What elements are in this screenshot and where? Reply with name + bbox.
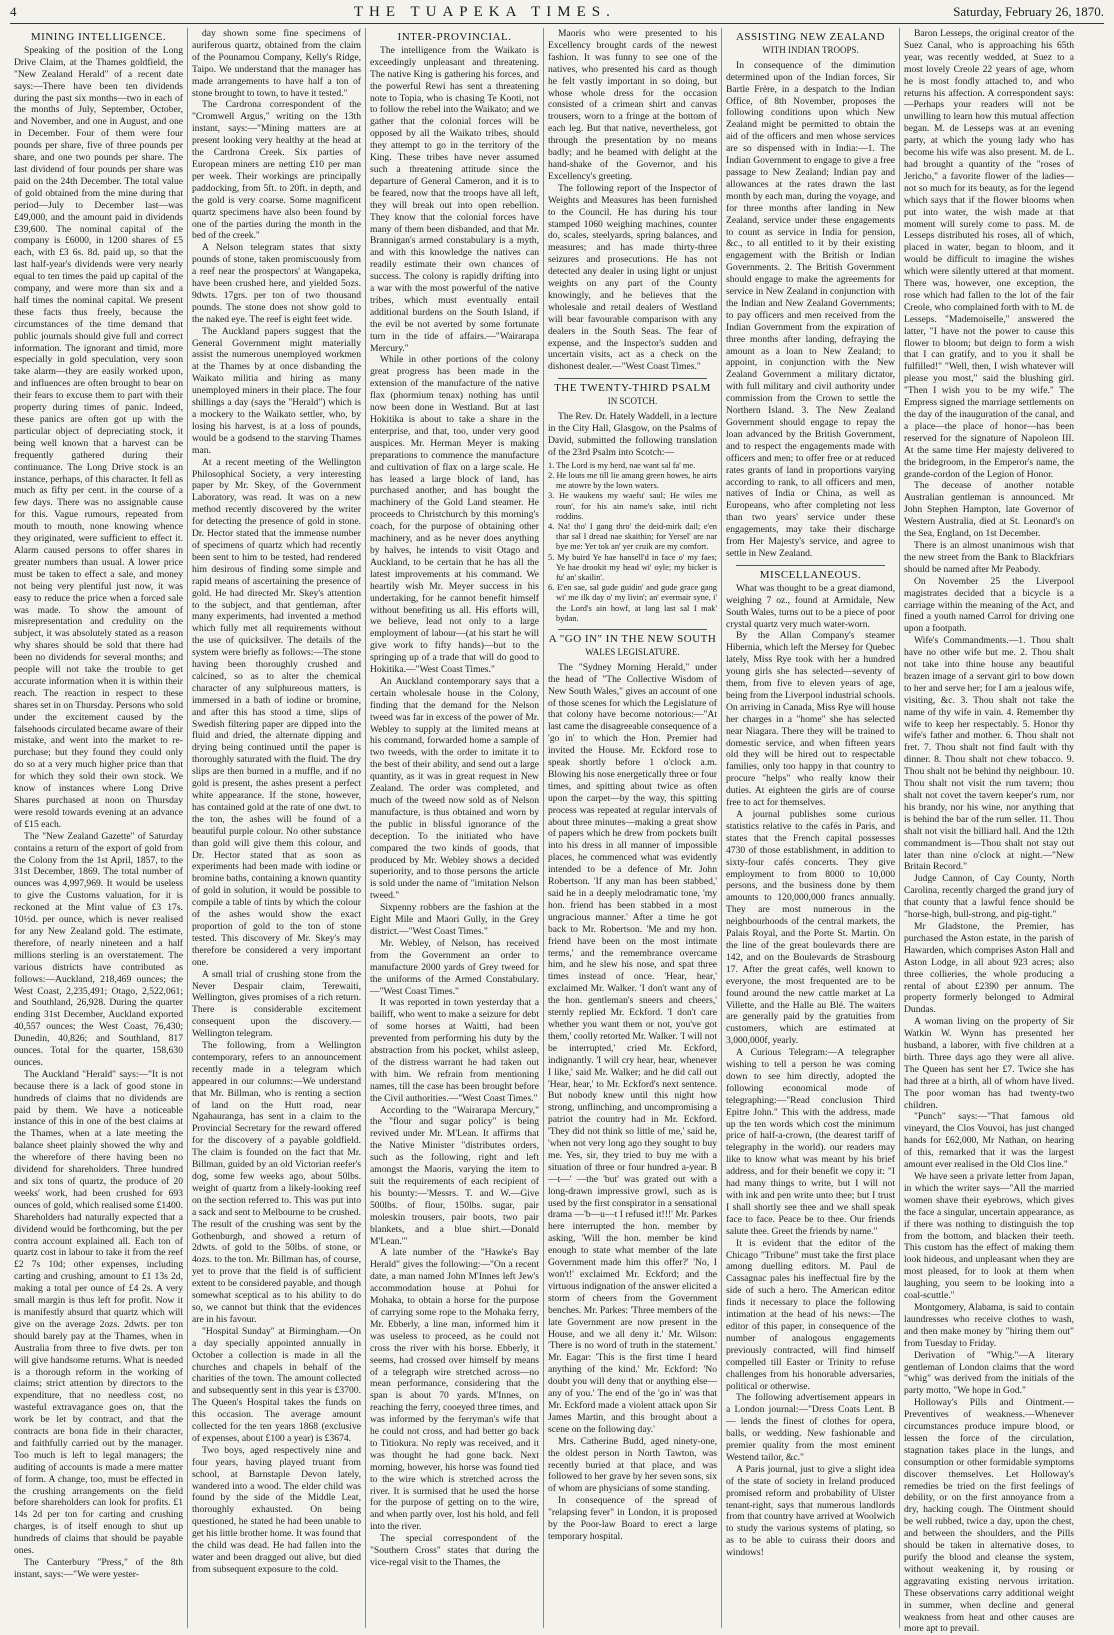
article-paragraph: At a recent meeting of the Wellington Philosophical Society, a very interesting paper by Mr. Skey, of the Government Laboratory, was read. It was on a new method recently discovered by the writer for detecting the presence of gold in stone. Dr. Hector stated that the immense number of specimens of quartz which had recently been sent to him to be tested, had rendered him desirous of finding some simple and rapid means of ascertaining the presence of gold. He had directed Mr. Skey's attention to the subject, and that gentleman, after many experiments, had invented a method which fully met all requirements without the use of quicksilver. The details of the system were briefly as follows:—The stone having been thoroughly crushed and calcined, so as to alter the chemical character of any sulphureous matters, is immersed in a bath of iodine or bromine, and after this has stood a time, slips of Swedish filtering paper are dipped into the fluid and dried, the alternate dipping and drying being continued until the paper is thoroughly saturated with the fluid. The dry slips are then burned in a muffle, and if no gold is present, the ashes present a perfect white appearance. If the stone, however, has contained gold at the rate of one dwt. to the ton, the ashes will be found of a beautiful purple colour. No other substance than gold will give them this colour, and Dr. Hector stated that as soon as experiments had been made with iodine or bromine baths, containing a known quantity of gold in solution, it would be possible to compile a table of tints by which the colour of the ashes would show the exact proportion of gold to the ton of stone tested. This discovery of Mr. Skey's may therefore be considered a very important one. [192, 456, 361, 968]
article-paragraph: It was reported in town yesterday that a bailiff, who went to make a seizure for debt of some horses at Waitti, had been prevented from performing his duty by the abstraction from his pocket, whilst asleep, of the distress warrant he had taken out with him. We refrain from mentioning names, till the case has been brought before the Civil authorities.—"West Coast Times." [370, 997, 539, 1104]
article-paragraph: The intelligence from the Waikato is exceedingly unpleasant and threatening. The native King is gathering his forces, and the powerful Rewi has sent a threatening note to Topia, who is chasing Te Kooti, not to follow the rebel into the Waikato; and we gather that the colonial forces will be opposed by all the Waikato tribes, should they attempt to go in the territory of the King. These tribes have never assumed such a threatening attitude since the departure of General Cameron, and it is to be feared, now that the troops have all left, they will break out into open rebellion. They know that the colonial forces have many of them been disbanded, and that Mr. Brannigan's armed constabulary is a myth, and with this knowledge the natives can readily estimate their own chances of success. The colony is rapidly drifting into a war with the most powerful of the native tribes, which must eventually entail additional burdens on the South Island, if the evil be not averted by some fortunate turn in the tide of affairs.—"Wairarapa Mercury." [370, 44, 539, 354]
article-paragraph: The following report of the Inspector of Weights and Measures has been furnished to the Council. He has during his tour stamped 1060 weighing machines, counter do, scales, steelyards, spring balances, and measures; and has made thirty-three seizures and prosecutions. He has not detected any dealer in using light or unjust weights on any part of the County knowingly, and he believes that the wholesale and retail dealers of Westland will bear favourable comparison with any dealers in the South Seas. The fear of expense, and the Inspector's sudden and uncertain visits, act as a check on the dishonest dealer.—"West Coast Times." [548, 182, 717, 373]
article-paragraph: By the Allan Company's steamer Hibernia, which left the Mersey for Quebec lately, Miss Rye took with her a hundred young girls she has selected—seventy of them, from five to eleven years of age, being from the Liverpool industrial schools. On arriving in Canada, Miss Rye will house her charges in a "home" she has selected near Niagara. There they will be trained to domestic service, and when fifteen years old they will be hired out to respectable families, only too happy in that country to procure "helps" who really know their duties. At eighteen the girls are of course free to act for themselves. [726, 630, 895, 809]
article-heading: MINING INTELLIGENCE. [30, 31, 167, 43]
section-divider [558, 378, 707, 379]
article-heading: A "GO IN" IN THE NEW SOUTH [548, 632, 717, 645]
psalm-verse: 3. He waukens my waefu' saul; He wiles me roun', for his ain name's sake, intil richt roddins. [548, 491, 717, 521]
article-paragraph: The "New Zealand Gazette" of Saturday contains a return of the export of gold from the Colony from the 1st April, 1857, to the 31st December, 1869. The total number of ounces was 4,997,969. It would be useless to give the Customs valuation, for it is reckoned at the Mint value of £3 17s. 10½d. per ounce, which is never realised for any New Zealand gold. The estimate, therefore, of nearly nineteen and a half millions sterling is an overstatement. The various districts have contributed as follows:—Auckland, 218,469 ounces; the West Coast, 2,235,491; Otago, 2,522,061; and Southland, 26,928. During the quarter ending 31st December, Auckland exported 40,557 ounces; the West Coast, 76,430; Dunedin, 40,826; and Southland, 817 ounces. Total for the quarter, 158,630 ounces. [14, 830, 183, 1068]
article-subheading: IN SCOTCH. [607, 396, 658, 407]
article-paragraph: It is evident that the editor of the Chicago "Tribune" must take the first place among duelling editors. M. Paul de Cassagnac pales his ineffectual fire by the side of such a hero. The American editor finds it necessary to place the following intimation at the head of his news:—The editor of this paper, in consequence of the number of analogous engagements previously contracted, will find himself compelled till Easter or Trinity to refuse challenges from his honorable adversaries, political or otherwise. [726, 1237, 895, 1392]
article-paragraph: A small trial of crushing stone from the Never Despair claim, Terewaiti, Wellington, gives promises of a rich return. There is considerable excitement consequent upon the discovery.—Wellington telegram. [192, 968, 361, 1040]
article-paragraph: Mrs. Catherine Budd, aged ninety-one, the oldest person in North Tawton, was recently buried at that place, and was followed to her grave by her seven sons, six of whom are physicians of some standing. [548, 1435, 717, 1495]
article-paragraph: While in other portions of the colony great progress has been made in the extension of the manufacture of the native flax (phormium tenax) nothing has until now been done in Westland. But at last Hokitika is about to take a share in the enterprise, and that, too, under very good auspices. Mr. Herman Meyer is making preparations to commence the manufacture and cultivation of flax on a large scale. He has leased a large block of land, has purchased another, and has bought the machinery of the Gold Land steamer. He proceeds to Christchurch by this morning's coach, for the purpose of obtaining other machinery, and as he never does anything by halves, he intends to visit Otago and Auckland, to be certain that he has all the latest improvements at his command. We heartily wish Mr. Meyer success in his undertaking, for he cannot benefit himself without benefiting us all. His efforts will, we believe, lead not only to a large employment of labour—(at his start he will give work to fifty hands)—but to the springing up of a trade that will do good to Hokitika.—"West Coast Times." [370, 354, 539, 676]
article-paragraph: The decease of another notable Australian gentleman is announced. Mr John Stephen Hampton, late Governor of Western Australia, died at St. Leonard's on the Sea, England, on 1st December. [904, 480, 1074, 540]
article-paragraph: The Rev. Dr. Hately Waddell, in a lecture in the City Hall, Glasgow, on the Psalms of David, submitted the following translation of the 23rd Psalm into Scotch:— [548, 411, 717, 458]
article-paragraph: According to the "Wairarapa Mercury," the "flour and sugar policy" is being revived under Mr. M'Lean. It affirms that the Native Minister "distributes orders, such as the following, right and left amongst the Maoris, varying the item to suit the requirements of each recipient of his bounty:—'Messrs. T. and W.—Give 500lbs. of flour, 150lbs. sugar, pair moleskin trousers, pair boots, two pair blankets, and a blue shirt.—Donald M'Lean.'" [370, 1104, 539, 1247]
column-4 [544, 28, 722, 1628]
column-2 [188, 28, 366, 1628]
psalm-verses [548, 461, 717, 624]
article-paragraph: A Curious Telegram:—A telegrapher wishing to tell a person he was coming down to see him directly, adopted the following economical mode of telegraphing:—"Read conclusion Third Epitre John." This with the address, made up the ten words which cost the minimum price of half-a-crown, (the dearest tariff of telegraphy in the world). our readers may like to know what was meant by his brief address, and for their benefit we copy it: "I had many things to write, but I will not with ink and pen write unto thee; but I trust I shall shortly see thee and we shall speak face to face. Peace be to thee. Our friends salute thee. Greet the friends by name." [726, 1047, 895, 1237]
article-paragraph: The following, from a Wellington contemporary, refers to an announcement recently made in a telegram which appeared in our columns:—We understand that Mr. Billman, who is renting a section of land on the Hutt road, near Ngahauranga, has sent in a claim to the Provincial Secretary for the reward offered for the discovery of a payable goldfield. The claim is founded on the fact that Mr. Billman, guided by an old Victorian reefer's dog, some few weeks ago, about 50lbs. weight of quartz from a likely-looking reef on the section referred to. This was put into a sack and sent to Melbourne to be crushed. The result of the crushing was sent by the Gothenburgh, and showed a return of 2dwts. of gold to the 50lbs. of stone, or 4ozs. to the ton. Mr. Billman has, of course, yet to prove that the field is of sufficient extent to be considered payable, and though somewhat sceptical as to his ability to do so, we cannot but think that the evidences are in his favour. [192, 1040, 361, 1325]
article-paragraph: A journal publishes some curious statistics relative to the cafés in Paris, and states that the French capital possesses 4730 of those establishment, in addition to sixty-four cafés concerts. They give employment to from 8000 to 10,000 persons, and the business done by them amounts to 120,000,000 francs annually. They are most numerous in the neighbourhoods of the central markets, the Palais Royal, and the Porte St. Martin. On the line of the great boulevards there are 142, and on the Boulevards de Strasbourg 17. After the great cafés, well known to everyone, the most frequented are to be found around the new cattle market at La Villette, and the Halle au Blé. The waiters are generally paid by the gratuities from customers, which are estimated at 3,000,000f, yearly. [726, 809, 895, 1047]
article-paragraph: The Auckland "Herald" says:—"It is not because there is a lack of good stone in hundreds of claims that no dividends are paid by them. We have a noticeable instance of this in one of the best claims at the Thames, when at a late meeting the balance sheet plainly showed the why and the wherefore of there having been no dividend for shareholders. Three hundred and six tons of quartz, the produce of 20 weeks' work, had been crushed for 693 ounces of gold, which realised some £1400. Shareholders had naturally expected that a dividend would be forthcoming, but the per contra account explained all. Each ton of quartz cost in labour to take it from the reef £2 7s 10d; other expenses, including carting and crushing, amount to £1 13s 2d, making a total per ounce of £4 2s. A very small margin is thus left for profit. Now it is manifestly absurd that quartz which will give on the average 2ozs. 2dwts. per ton should barely pay at the Thames, when in Australia from three to five dwts. per ton will give handsome returns. What is needed is a thorough reform in the working of claims; strict attention by directors to the expenditure, that no needless cost, no wasteful extravagance goes on, that the work be let by contract, and that the contracts are bona fide in their character, and faithfully carried out by the manager. Too much is left to legal managers; the auditing of accounts is made a mere matter of form. A change, too, must be effected in the crushing arrangements on the field before shareholders can look for profits. £1 14s 2d per ton for carting and crushing charges, is of itself enough to shut up hundreds of claims that should be payable ones. [14, 1068, 183, 1557]
article-paragraph: A Nelson telegram states that sixty pounds of stone, taken promiscuously from a reef near the prospectors' at Wangapeka, have been crushed here, and yielded 5ozs. 9dwts. 17grs. per ton of two thousand pounds. The stone does not show gold to the naked eye. The reef is eight feet wide. [192, 242, 361, 325]
article-paragraph: The following advertisement appears in a London journal:—"Dress Coats Lent. B— lends the finest of clothes for opera, balls, or wedding. New fashionable and premier quality from the most eminent Westend tailor, &c." [726, 1392, 895, 1463]
masthead [10, 0, 1104, 24]
psalm-verse: 4. Na! tho' I gang thro' the deid-mirk dail; e'en thar sal I dread nae skaithin; for Yersel' are nar bye me: Yer tok an' yer cruik are my comfort. [548, 521, 717, 552]
article-paragraph: In consequence of the diminution determined upon of the Indian forces, Sir Bartle Frère, in a despatch to the Indian Office, of 8th November, proposes the following conditions upon which New Zealand might be permitted to obtain the aid of the officers and men whose services are so dispensed with in India:—1. The Indian Government to engage to give a free passage to New Zealand; Indian pay and allowances at the rates drawn the last month by each man, during the voyage, and for three months after landing in New Zealand, service under these engagements to count as service in India for pension, &c., to all entitled to it by their existing engagement with the British or Indian Governments. 2. The British Government should engage to make the agreements for service in New Zealand in conjunction with the Indian and New Zealand Governments; to pay officers and men received from the Indian Government from the expiration of three months after landing, defraying the amount as a loan to New Zealand; to appoint, in conjunction with the New Zealand Government a military dictator, with full military and civil authority under commission from the Crown to settle the Northern Island. 3. The New Zealand Government should engage to repay the loan advanced by the British Government, and to respect the engagements made with officers and men; to offer free or at reduced rates grants of land in proportions varying according to rank, to all officers and men, natives of India or China, as well as Europeans, who after completing not less than two years' service under these engagements, may take their discharge from Her Majesty's service, and agree to settle in New Zealand. [726, 59, 895, 559]
article-paragraph: Judge Cannon, of Cay County, North Carolina, recently charged the grand jury of that county that a lawful fence should be "horse-high, bull-strong, and pig-tight." [904, 873, 1074, 921]
article-paragraph: day shown some fine specimens of auriferous quartz, obtained from the claim of the Pounamou Company, Kelly's Ridge, Taipo. We understand that the manager has made arrangements to have half a ton of stone brought to town, to have it tested." [192, 28, 361, 99]
columns-container [10, 28, 1104, 1635]
section-divider [736, 565, 885, 566]
newspaper-page [10, 0, 1104, 1634]
article-subheading: WALES LEGISLATURE. [585, 646, 680, 657]
article-heading: MISCELLANEOUS. [759, 568, 862, 581]
column-5 [722, 28, 900, 1628]
column-1 [10, 28, 188, 1628]
article-paragraph: "Punch" says:—"That famous old vineyard, the Clos Vouvoi, has just changed hands for £62,000, Mr Nathan, on hearing of this, remarked that it was the largest amount ever realised in the Old Clos line." [904, 1111, 1074, 1171]
article-paragraph: The Auckland papers suggest that the General Government might materially assist the numerous unemployed workmen at the Thames by at once disbanding the Waikato militia and hiring as many unemployed miners in their place. The four shillings a day (says the "Herald") which is a mockery to the Waikato settler, who, by losing his harvest, is at a loss of pounds, would be a godsend to the starving Thames man. [192, 325, 361, 456]
article-paragraph: What was thought to be a great diamond, weighing 7 oz., found at Armidale, New South Wales, turns out to be a piece of poor crystal quartz very much water-worn. [726, 582, 895, 630]
article-paragraph: Mr Gladstone, the Premier, has purchased the Aston estate, in the parish of Hawarden, which comprises Aston Hall and Aston Lodge, in all about 923 acres; also three collieries, the whole producing a rental of about £2390 per annum. The property formerly belonged to Admiral Dundas. [904, 920, 1074, 1016]
article-heading: INTER-PROVINCIAL. [397, 31, 512, 43]
article-paragraph: The Cardrona correspondent of the "Cromwell Argus," writing on the 13th instant, says:—"Mining matters are at present looking very healthy at the head at the Cardrona Creek. Six parties of European miners are netting £10 per man per week. Their workings are principally paddocking, from 5ft. to 20ft. in depth, and the gold is very coarse. Some magnificent quartz specimens have also been found by one of the parties during the month in the bed of the creek." [192, 99, 361, 242]
article-paragraph: Wife's Commandments.—1. Thou shalt have no other wife but me. 2. Thou shalt not take into thine house any beautiful brazen image of a servant girl to bow down to her and serve her; for I am a jealous wife, visiting, &c. 3. Thou shalt not take the name of thy wife in vain. 4. Remember thy wife to keep her respectably. 5. Honor thy wife's father and mother. 6. Thou shalt not fret. 7. Thou shalt not find fault with thy dinner. 8. Thou shalt not chew tobacco. 9. Thou shalt not be behind thy neighbour. 10. Thou shalt not visit the rum tavern; thou shalt not covet the tavern keeper's rum, nor his brandy, nor his wine, nor anything that is behind the bar of the rum seller. 11. Thou shalt not visit the billiard hall. And the 12th commandment is—Thou shalt not stay out later than nine o'clock at night.—"New Britain Record." [904, 635, 1074, 873]
article-subheading: WITH INDIAN TROOPS. [762, 44, 859, 55]
article-paragraph: Maoris who were presented to his Excellency brought cards of the newest fashion. It was funny to see one of the natives, who presented his card as though he felt vastly important in so doing, but whose whole dress for the occasion consisted of a crimean shirt and canvas trousers, worn to a fringe at the bottom of each leg. But that native, nevertheless, got through the presentation by no means badly; and he beamed with delight at the hand-shake of the Governor, and his Excellency's greeting. [548, 28, 717, 182]
column-6 [900, 28, 1078, 1635]
column-3 [366, 28, 544, 1628]
newspaper-title: THE TUAPEKA TIMES. [353, 4, 616, 20]
article-paragraph: Derivation of "Whig."—A literary gentleman of London claims that the word "whig" was derived from the initials of the party motto, "We hope in God." [904, 1349, 1074, 1397]
psalm-verse: 6. E'en sae, sal gude guidin' and gude grace gang wi' me ilk day o' my livin'; an' evermair syne, i' the Lord's ain howf, at lang last sal I mak' bydan. [548, 583, 717, 623]
article-heading: ASSISTING NEW ZEALAND [735, 31, 885, 43]
article-paragraph: An Auckland contemporary says that a certain wholesale house in the Colony, finding that the demand for the Nelson tweed was far in excess of the power of Mr. Webley to supply at the limited means at his command, forwarded home a sample of two tweeds, with the order to imitate it to the best of their ability, and send out a large quantity, as it was in great request in New Zealand. The order was completed, and much of the tweed now sold as of Nelson manufacture, is thus obtained and worn by the public in blissful ignorance of the deception. To the initiated who have compared the two kinds of goods, that produced by Mr. Webley shows a decided superiority, and to those persons the article is sold under the name of "imitation Nelson tweed." [370, 675, 539, 902]
page-number: 4 [10, 4, 17, 19]
article-paragraph: There is an almost unanimous wish that the new street from the Bank to Blackfriars should be named after Mr Peabody. [904, 539, 1074, 575]
section-divider [558, 629, 707, 630]
article-paragraph: A woman living on the property of Sir Watkin W. Wynn has presented her husband, a laborer, with five children at a birth. Three days ago they were all alive. The Queen has sent her £7. Twice she has had three at a birth, all of whom have lived. The poor woman has had twenty-two children. [904, 1016, 1074, 1111]
article-paragraph: Baron Lesseps, the original creator of the Suez Canal, who is approaching his 65th year, was recently wedded, at Suez to a most lovely Creole 22 years of age, whom he is most fondly attached to, and who returns his affection. A correspondent says:—Perhaps your readers will not be unwilling to learn how this mutual affection began. M. de Lesseps was at an evening party, at which the young lady who has become his wife was also present. M. de L. had brought a quantity of the "roses of Jericho," a favorite flower of the ladies—not so much for its beauty, as for the legend which says that if the flower blooms when put into water, the wish made at that moment will surely come to pass. M. de Lesseps distributed his roses, all of which, placed in water, began to bloom, and it would be difficult to imagine the wishes which were silently uttered at that moment. There was, however, one exception, the rose which had fallen to the lot of the fair Creole, who complained forth with to M. de Lesseps. "Mademoiselle," answered the latter, "I have not the power to cause this flower to bloom; but deign to form a wish that I can gratify, and to you it shall be fulfilled!" "Well, then, I wish whatever will please you most," said the blushing girl. "Then I wish you to be my wife." The Empress signed the marriage settlements on the day of the inauguration of the canal, and a place—the place of honor—has been reserved for the signature of Napoleon III. At the same time Her majesty delivered to the bridegroom, in the Emperor's name, the grande-cordon of the Legion of Honor. [904, 28, 1074, 480]
article-paragraph: Sixpenny robbers are the fashion at the Eight Mile and Maori Gully, in the Grey district.—"West Coast Times." [370, 902, 539, 937]
article-paragraph: A late number of the "Hawke's Bay Herald" gives the following:—"On a recent date, a man named John M'Innes left Jew's accommodation house at Pohui for Mohaka, to obtain a horse for the purpose of carrying some rope to the Mohaka ferry, Mr. Ebberly, a line man, informed him it was useless to proceed, as he could not cross the river with his horse. Ebberly, it seems, had crossed over himself by means of a telegraph wire stretched across—no mean performance, considering that the span is about 70 yards. M'Innes, on reaching the ferry, cooeyed three times, and was informed by the ferryman's wife that he could not cross, and had better go back to Titiokura. No reply was received, and it was thought he had gone back. Next morning, however, his horse was found tied to the wire which is stretched across the river. It is surmised that he used the horse for the purpose of getting on to the wire, and when partly over, lost his hold, and fell into the river. [370, 1247, 539, 1533]
article-paragraph: On November 25 the Liverpool magistrates decided that a bicycle is a carriage within the meaning of the Act, and fined a youth named Carrol for driving one upon a footpath. [904, 575, 1074, 635]
article-paragraph: "Hospital Sunday" at Birmingham.—On a day specially appointed annually in October a collection is made in all the churches and chapels in behalf of the charities of the town. The amount collected and subsequently sent in this year is £3700. The Queen's Hospital takes the funds on this occasion. The average amount collected for the ten years 1868 (exclusive of expenses, about £100 a year) is £3674. [192, 1325, 361, 1444]
psalm-verse: 2. He louts me till lie amang green howes, he airts me atowre by the lown waters. [548, 470, 717, 491]
psalm-verse: 1. The Lord is my herd, nae want sal fa' me. [548, 460, 696, 470]
article-paragraph: In consequence of the spread of "relapsing fever" in London, it is proposed by the Poor-law Board to erect a large temporary hospital. [548, 1495, 717, 1542]
article-paragraph: Speaking of the position of the Long Drive Claim, at the Thames goldfield, the "New Zealand Herald" of a recent date says:—There have been ten dividends during the past six months—two in each of the months of July, September, October, and November, and one in August, and one in December. Four of them were four pounds per share, five of three pounds per share, and one two pounds per share. The last dividend of four pounds per share was paid on the 24th December. The total value of gold obtained from the mine during that period—July to December last—was £49,000, and the amount paid in dividends £39,600. The nominal capital of the company is £6000, in 1200 shares of £5 each, with £3 6s. 8d. paid up, so that the last half-year's dividends were very nearly equal to ten times the paid up capital of the company, and were more than six and a half times the nominal capital. We present these facts thus freely, because the circumstances of the time demand that public journals should give full and correct information. The ignorant and timid, more especially in gold speculation, very soon take alarm—they are easily worked upon, and influences are often brought to bear on their fears to excuse them to part with their property during times of panic. Indeed, these panics are often got up with the particular object of depreciating stock, it being well known that a harvest can be frequently gathered during their continuance. The Long Drive stock is an instance, perhaps, of this character. It fell as much as fifty per cent. in the course of a few days. There was no assignable cause for this. Vague rumours, repeated from mouth to mouth, none knowing whence they originated, were sufficient to effect it. Alarm caused persons to offer shares in greater numbers than usual. A lower price must be taken to effect a sale, and money not being very plentiful just now, it was easy to reduce the price when a forced sale was made. To show the amount of misrepresentation and credulity on the subject, it was absolutely stated as a reason why shares should be sold that there had been no dividends for several months; and people will not take the trouble to get accurate information when it is within their reach. The reaction in respect to these shares set in on Thursday. Persons who sold under the excitement caused by the falsehoods circulated became aware of their mistake, and went into the market to re-purchase; but they found they could only do so at a very much higher price than that for which they sold their own stock. We know of instances where Long Drive Shares purchased at noon on Thursday were resold towards evening at an advance of £15 each. [14, 44, 183, 830]
article-heading: THE TWENTY-THIRD PSALM [554, 382, 711, 395]
article-paragraph: The "Sydney Morning Herald," under the head of "The Collective Wisdom of New South Wales," gives an account of one of those scenes for which the Legislature of that colony have become notorious:—"At last came the disagreeable consequence of a 'go in' to which the Hon. Premier had invited the House. Mr. Eckford rose to speak shortly before 1 o'clock a.m. Blowing his nose energetically three or four times, and spitting about twice as often upon the carpet—by the way, this spitting process was repeated at regular intervals of about three minutes—making a great show of papers which he drew from pockets built into his dress in all manner of impossible places, he commenced what was evidently intended to be a defence of Mr. John Robertson. 'If any man has been stabbed,' said he in a deeply melodramatic tone, 'my hon. friend has been stabbed in a most ungracious manner.' After a time he got back to Mr. Robertson. 'Me and my hon. friend have been on the most intimate terms,' and the remembrance overcame him, and he slew his nose, and spat three times instead of once. 'Hear, hear,' exclaimed Mr. Walker. 'I don't want any of the hon. gentleman's sneers and cheers,' sternly replied Mr. Eckford. 'I don't care whether you want them or not, you've got them,' coolly retorted Mr. Walker. 'I will not be interrupted,' cried Mr. Eckford, indignantly. 'I will cry hear, hear, whenever I like,' said Mr. Walker; and he did call out 'Hear, hear,' to Mr. Eckford's next sentence. But nobody knew until this night how strong, unflinching, and uncompromising a patriot the country had in Mr. Eckford. 'They did not think so little of me,' said he, 'when not very long ago they sought to buy me. Yes, sir, they tried to buy me with a situation of three or four hundred a-year. B—t—' —the 'but' was grated out with a long-drawn impressive growl, such as is used by the first conspirator in a sensational drama —'b—u—t I refused it!!!' Mr. Parkes here interrupted the hon. member by asking, 'Will the hon. member be kind enough to state what member of the late Government made him this offer?' 'No, I won't!' exclaimed Mr. Eckford; and the virtuous indignation of the answer elicited a storm of cheers from the Government benches. Mr. Parkes: 'Three members of the late Government are now present in the House, and we all deny it.' Mr. Wilson: 'There is no word of truth in the statement.' Mr. Eagar: 'This is the first time I heard anything of the kind.' Mr. Eckford: 'No doubt you will deny that or anything else—any of you.' The end of the 'go in' was that Mr. Eckford made a violent attack upon Sir James Martin, and this brought about a scene on the following day.' [548, 661, 717, 1435]
article-paragraph: A Paris journal, just to give a slight idea of the state of society in Ireland produced promised reform and probability of Ulster tenant-right, says that numerous landlords from that country have arrived at Woolwich to study the various systems of plating, so as to be able to cuirass their doors and windows! [726, 1463, 895, 1559]
article-paragraph: Holloway's Pills and Ointment.—Preventives of weakness.—Whenever circumstances produce impure blood, or lessen the force of the circulation, stagnation takes place in the lungs, and consumption or other formidable symptoms discover themselves. Let Holloway's remedies be tried on the first feelings of debility, or on the first annoyance from a dry, hacking cough. The Ointment should be well rubbed, twice a day, upon the chest, and between the shoulders, and the Pills should be taken in alternative doses, to purify the blood and cleanse the system, without weakening it, by rousing or aggravating existing nervous irritation. These observations carry additional weight in summer, when decline and general weakness from heat and other causes are more apt to prevail. [904, 1397, 1074, 1635]
article-paragraph: Mr. Webley, of Nelson, has received from the Government an order to manufacture 2000 yards of Grey tweed for the uniforms of the Armed Constabulary.—"West Coast Times." [370, 937, 539, 997]
article-paragraph: The special correspondent of the "Southern Cross" states that during the vice-regal visit to the Thames, the [370, 1533, 539, 1568]
article-paragraph: The Canterbury "Press," of the 8th instant, says:—"We were yester- [14, 1557, 183, 1580]
psalm-verse: 5. My buird Ye hae hansell'd in face o' my faes; Ye hae drookit my head wi' oyle; my bicker is fu' an' skailin'. [548, 552, 717, 582]
article-paragraph: Montgomery, Alabama, is said to contain laundresses who receive clothes to wash, and then make money by "hiring them out" from Tuesday to Friday. [904, 1301, 1074, 1349]
issue-date: Saturday, February 26, 1870. [953, 4, 1104, 19]
article-paragraph: Two boys, aged respectively nine and four years, having played truant from school, at Barnstaple Devon lately, wandered into a wood. The elder child was found by the side of the Middle Leat, thoroughly exhausted. On being questioned, he stated he had been unable to get his little brother home. It was found that the child was dead. He had fallen into the water and been dragged out alive, but died from subsequent exposure to the cold. [192, 1444, 361, 1575]
article-paragraph: We have seen a private letter from Japan, in which the writer says—"All the married women shave their eyebrows, which gives the face a singular, uncertain appearance, as if there was nothing to distinguish the top from the bottom, and blacken their teeth. This custom has the effect of making them look hideous, and unpleasant when they are most pleased, for to look at them when laughing, you seem to be looking into a coal-scuttle." [904, 1171, 1074, 1302]
